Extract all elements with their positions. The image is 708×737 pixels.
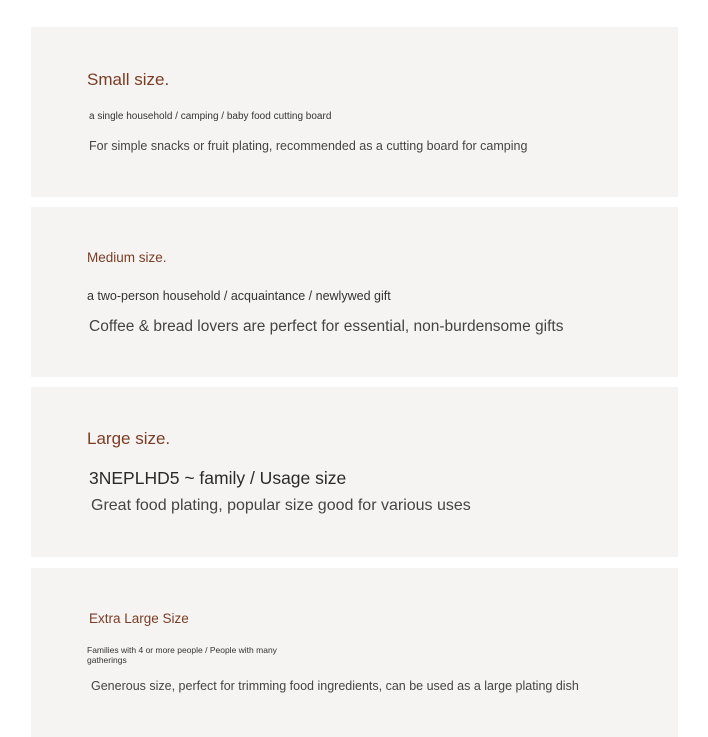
size-card-large [31,387,678,557]
size-description: Coffee & bread lovers are perfect for essential, non-burdensome gifts [89,318,564,335]
size-card-medium [31,207,678,377]
size-subtitle: Families with 4 or more people / People with many gatherings [87,645,277,665]
size-title: Extra Large Size [89,611,189,626]
size-subtitle: a single household / camping / baby food cutting board [89,111,332,122]
size-subtitle: a two-person household / acquaintance / newlywed gift [87,289,391,303]
size-description: For simple snacks or fruit plating, recommended as a cutting board for camping [89,139,528,153]
size-title: Small size. [87,70,170,89]
size-card-extra-large [31,568,678,737]
size-card-small [31,27,678,197]
size-description: Generous size, perfect for trimming food ingredients, can be used as a large plating dish [91,679,579,693]
size-title: Medium size. [87,250,167,265]
size-description: Great food plating, popular size good for various uses [91,497,471,514]
size-subtitle: 3NEPLHD5 ~ family / Usage size [89,468,347,488]
size-title: Large size. [87,429,171,448]
